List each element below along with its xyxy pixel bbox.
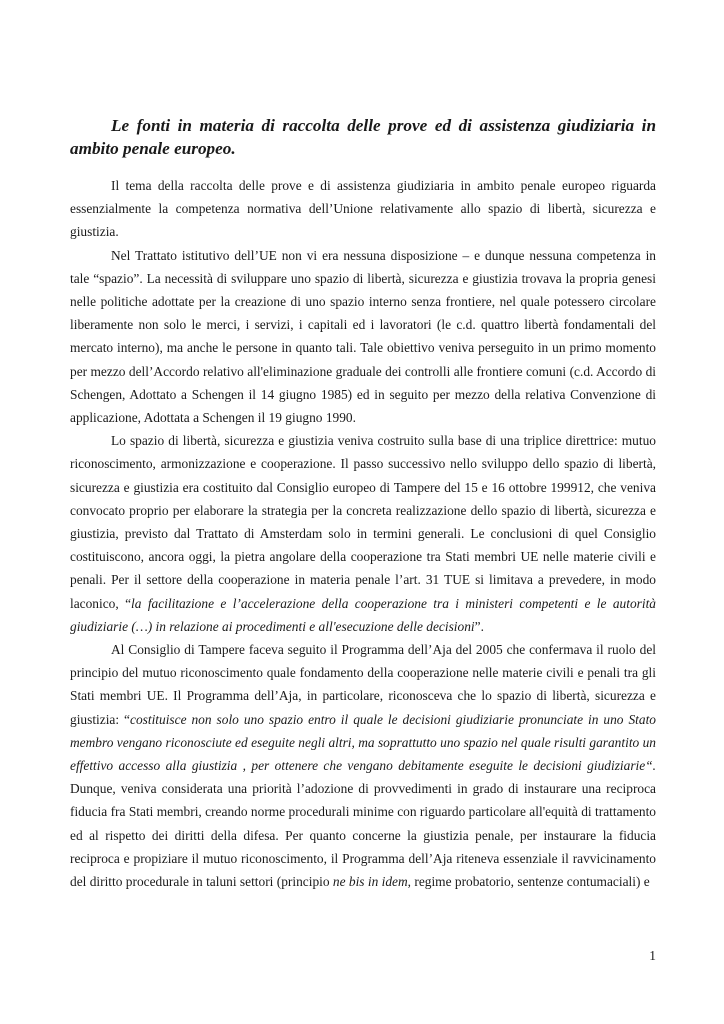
paragraph-4 (70, 638, 656, 893)
quotation-italic: la facilitazione e l’accelerazione della cooperazione tra i ministeri competenti e le autorità giudiziarie (…) in relazione ai procedimenti e all'esecuzione delle decisioni (70, 595, 656, 634)
paragraph-text: Al Consiglio di Tampere faceva seguito il Programma dell’Aja del 2005 che confermava il ruolo del principio del mutuo riconoscimento quale fondamento della cooperazione nelle materie civili e penali tra gli Stati membri UE. Il Programma dell’Aja, in particolare, riconosceva che lo spazio di libertà, sicurezza e giustizia: “ (70, 642, 656, 727)
paragraph-1 (70, 174, 656, 244)
quotation-italic: costituisce non solo uno spazio entro il quale le decisioni giudiziarie pronunciate in uno Stato membro vengano riconosciute ed eseguite negli altri, ma soprattutto uno spazio nel quale risulti garantito un effettivo accesso alla giustizia , per ottenere che vengano debitamente eseguite le decisioni giudiziarie“. (70, 711, 656, 774)
latin-term-italic: ne bis in idem (332, 874, 408, 890)
paragraph-text: Lo spazio di libertà, sicurezza e giustizia veniva costruito sulla base di una triplice direttrice: mutuo riconoscimento, armonizzazione e cooperazione. Il passo successivo nello sviluppo dello spazio di libertà, sicurezza e giustizia era costituito dal Consiglio europeo di Tampere del 15 e 16 ottobre 199912, che veniva convocato proprio per elaborare la strategia per la concreta realizzazione dello spazio di libertà, sicurezza e giustizia, previsto dal Trattato di Amsterdam solo in termini generali. Le conclusioni di quel Consiglio costituiscono, ancora oggi, la pietra angolare della cooperazione tra Stati membri UE nelle materie civili e penali. Per il settore della cooperazione in materia penale l’art. 31 TUE si limitava a prevedere, in modo laconico, “ (70, 433, 656, 611)
paragraph-text: , regime probatorio, sentenze contumaciali) e (407, 874, 650, 890)
paragraph-3 (70, 429, 656, 638)
paragraph-text: ”. (474, 618, 484, 634)
page-number: 1 (649, 948, 656, 963)
document-title: Le fonti in materia di raccolta delle prove ed di assistenza giudiziaria in ambito penale europeo. (70, 116, 656, 158)
document-page (70, 114, 656, 893)
paragraph-text: Dunque, veniva considerata una priorità l’adozione di provvedimenti in grado di instaurare una reciproca fiducia fra Stati membri, creando norme procedurali minime con riguardo particolare all'equità di trattamento ed al rispetto dei diritti della difesa. Per quanto concerne la giustizia penale, per instaurare la fiducia reciproca e propiziare il mutuo riconoscimento, il Programma dell’Aja riteneva essenziale il ravvicinamento del diritto procedurale in taluni settori (principio (70, 781, 656, 890)
paragraph-text: Nel Trattato istitutivo dell’UE non vi era nessuna disposizione – e dunque nessuna competenza in tale “spazio”. La necessità di sviluppare uno spazio di libertà, sicurezza e giustizia trovava la propria genesi nelle politiche adottate per la creazione di uno spazio interno senza frontiere, nel quale potessero circolare liberamente non solo le merci, i servizi, i capitali ed i lavoratori (le c.d. quattro libertà fondamentali del mercato interno), ma anche le persone in quanto tali. Tale obiettivo veniva perseguito in un primo momento per mezzo dell’Accordo relativo all'eliminazione graduale dei controlli alle frontiere comuni (c.d. Accordo di Schengen, Adottato a Schengen il 14 giugno 1985) ed in seguito per mezzo della relativa Convenzione di applicazione, Adottata a Schengen il 19 giugno 1990. (70, 247, 656, 426)
paragraph-text: Il tema della raccolta delle prove e di assistenza giudiziaria in ambito penale europeo riguarda essenzialmente la competenza normativa dell’Unione relativamente allo spazio di libertà, sicurezza e giustizia. (70, 178, 656, 240)
paragraph-2 (70, 244, 656, 430)
